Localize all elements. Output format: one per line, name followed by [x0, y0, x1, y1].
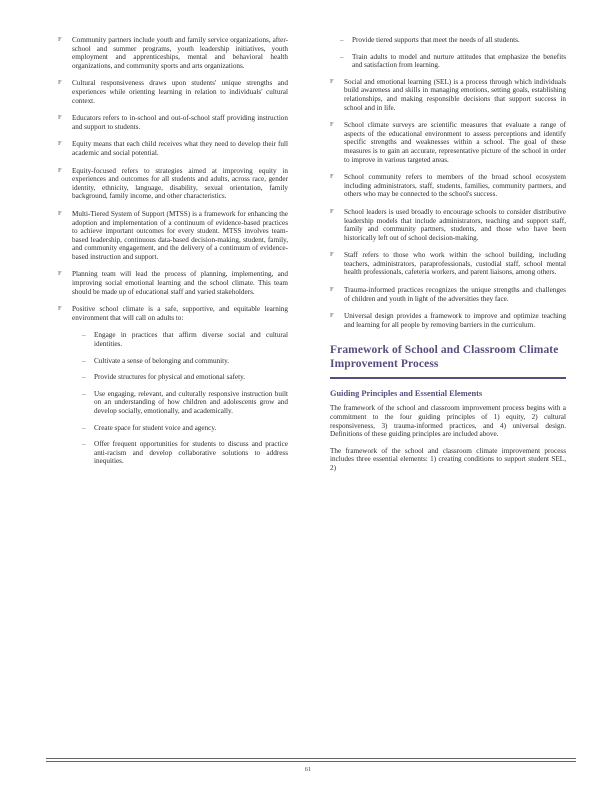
- section-subheading: Guiding Principles and Essential Elements: [330, 389, 483, 399]
- bullet-marker: F: [330, 121, 334, 129]
- dash-marker: –: [82, 331, 86, 340]
- bullet-marker: F: [58, 79, 62, 87]
- definition-item: [330, 173, 566, 199]
- footer-divider: [46, 761, 576, 762]
- definition-item: [58, 270, 288, 296]
- definition-text: School climate surveys are scientific measures that evaluate a range of aspects of the educational environment to assess perceptions and identify specific strengths and weaknesses within a school. The goal of these measures is to gain an accurate, representative picture of the school in order to improve in various targeted areas.: [344, 121, 566, 164]
- definition-item: [58, 79, 288, 105]
- definition-text: Positive school climate is a safe, supportive, and equitable learning environment that will call on adults to:: [72, 305, 288, 322]
- definition-text: Cultural responsiveness draws upon students' unique strengths and experiences while orienting learning in relation to individuals' cultural context.: [72, 79, 288, 105]
- bullet-marker: F: [58, 270, 62, 278]
- section-title: Framework of School and Classroom Climate Improvement Process: [330, 344, 559, 371]
- dash-marker: –: [82, 440, 86, 449]
- definition-text: School community refers to members of the broad school ecosystem including administrators, staff, students, families, community partners, and others who may be connected to the school's success.: [344, 173, 566, 199]
- right-column: [330, 36, 566, 481]
- definition-item: [330, 208, 566, 242]
- dash-marker: –: [82, 356, 86, 365]
- footer-divider: [46, 758, 576, 759]
- body-paragraph: The framework of the school and classroom improvement process begins with a commitment to the four guiding principles of 1) equity, 2) cultural responsiveness, 3) trauma-informed practices, and 4) universal design. Definitions of these guiding principles are included above.: [330, 404, 566, 439]
- sub-item-text: Create space for student voice and agency.: [94, 423, 217, 432]
- left-column: [58, 36, 288, 474]
- definition-text: School leaders is used broadly to encourage schools to consider distributive leadership models that include administrators, teaching and support staff, family and community partners, students, and those who have been historically left out of school decision-making.: [344, 207, 566, 242]
- bullet-marker: F: [58, 36, 62, 43]
- definition-item: [330, 312, 566, 329]
- sub-list-item: [82, 390, 288, 416]
- sub-item-text: Cultivate a sense of belonging and community.: [94, 356, 230, 365]
- definition-item: [58, 36, 288, 70]
- bullet-marker: F: [58, 305, 62, 313]
- definition-item: [330, 251, 566, 277]
- sub-item-text: Offer frequent opportunities for students to discuss and practice anti-racism and develop collaborative solutions to address inequities.: [94, 440, 288, 466]
- body-paragraph: The framework of the school and classroom climate improvement process includes three essential elements: 1) creating conditions to support student SEL, 2): [330, 446, 566, 472]
- definition-item: [58, 210, 288, 262]
- bullet-marker: F: [58, 140, 62, 148]
- definition-text: Multi-Tiered System of Support (MTSS) is a framework for enhancing the adoption and implementation of a continuum of evidence-based practices to achieve important outcomes for every student. MTSS involves team-based leadership, continuous data-based decision-making, student, family, and community engagement, and the delivery of a continuum of evidence-based instruction and support.: [72, 209, 288, 261]
- sub-list-item: [82, 331, 288, 348]
- sub-item-text: Train adults to model and nurture attitudes that emphasize the benefits and satisfaction from learning.: [352, 52, 566, 70]
- bullet-marker: F: [330, 286, 334, 294]
- sub-item-text: Provide tiered supports that meet the needs of all students.: [352, 36, 520, 44]
- bullet-marker: F: [330, 77, 334, 85]
- definition-item: [330, 121, 566, 164]
- sub-item-text: Use engaging, relevant, and culturally responsive instruction built on an understanding of how children and adolescents grow and develop socially, emotionally, and academically.: [94, 389, 288, 415]
- definition-item: [58, 305, 288, 322]
- sub-item-text: Engage in practices that affirm diverse social and cultural identities.: [94, 331, 288, 349]
- bullet-marker: F: [58, 114, 62, 122]
- definition-item: [330, 78, 566, 112]
- bullet-marker: F: [330, 312, 334, 320]
- definition-text: Universal design provides a framework to improve and optimize teaching and learning for all people by removing barriers in the curriculum.: [344, 312, 566, 329]
- dash-marker: –: [82, 389, 86, 398]
- dash-marker: –: [340, 52, 344, 61]
- bullet-marker: F: [330, 173, 334, 181]
- sub-list-item: [340, 36, 566, 45]
- page-number: 61: [304, 766, 312, 773]
- sub-item-text: Provide structures for physical and emotional safety.: [94, 373, 246, 382]
- bullet-marker: F: [330, 251, 334, 259]
- sub-list-item: [340, 53, 566, 70]
- bullet-marker: F: [58, 209, 62, 217]
- dash-marker: –: [340, 36, 344, 44]
- sub-list-item: [82, 373, 288, 382]
- title-divider: [330, 377, 566, 379]
- definition-text: Trauma-informed practices recognizes the unique strengths and challenges of children and youth in light of the adversities they face.: [344, 286, 566, 303]
- definition-text: Social and emotional learning (SEL) is a process through which individuals build awareness and skills in managing emotions, setting goals, establishing relationships, and making responsible decisions that support success in school and in life.: [344, 77, 566, 112]
- bullet-marker: F: [330, 207, 334, 215]
- sub-list-item: [82, 440, 288, 466]
- dash-marker: –: [82, 423, 86, 432]
- definition-item: [330, 286, 566, 303]
- definition-text: Educators refers to in-school and out-of-school staff providing instruction and support to students.: [72, 114, 288, 131]
- definition-item: [58, 114, 288, 131]
- definition-item: [58, 167, 288, 201]
- definition-text: Equity-focused refers to strategies aimed at improving equity in experiences and outcomes for all students and adults, across race, gender identity, ethnicity, language, disability, sexual orientation, family background, family income, and other characteristics.: [72, 166, 288, 201]
- definition-text: Community partners include youth and family service organizations, after-school and summer programs, youth leadership initiatives, youth employment and apprenticeships, mental and behavioral health organizations, and community sports and arts organizations.: [72, 36, 288, 70]
- definition-text: Staff refers to those who work within the school building, including teachers, administrators, paraprofessionals, custodial staff, school mental health professionals, cafeteria workers, and parent liaisons, among others.: [344, 251, 566, 277]
- definition-text: Equity means that each child receives what they need to develop their full academic and social potential.: [72, 140, 288, 157]
- definition-text: Planning team will lead the process of planning, implementing, and improving social emotional learning and the school climate. This team should be made up of educational staff and varied stakeholders.: [72, 270, 288, 296]
- dash-marker: –: [82, 373, 86, 382]
- sub-list-item: [82, 357, 288, 366]
- sub-list-item: [82, 424, 288, 433]
- bullet-marker: F: [58, 166, 62, 174]
- definition-item: [58, 140, 288, 157]
